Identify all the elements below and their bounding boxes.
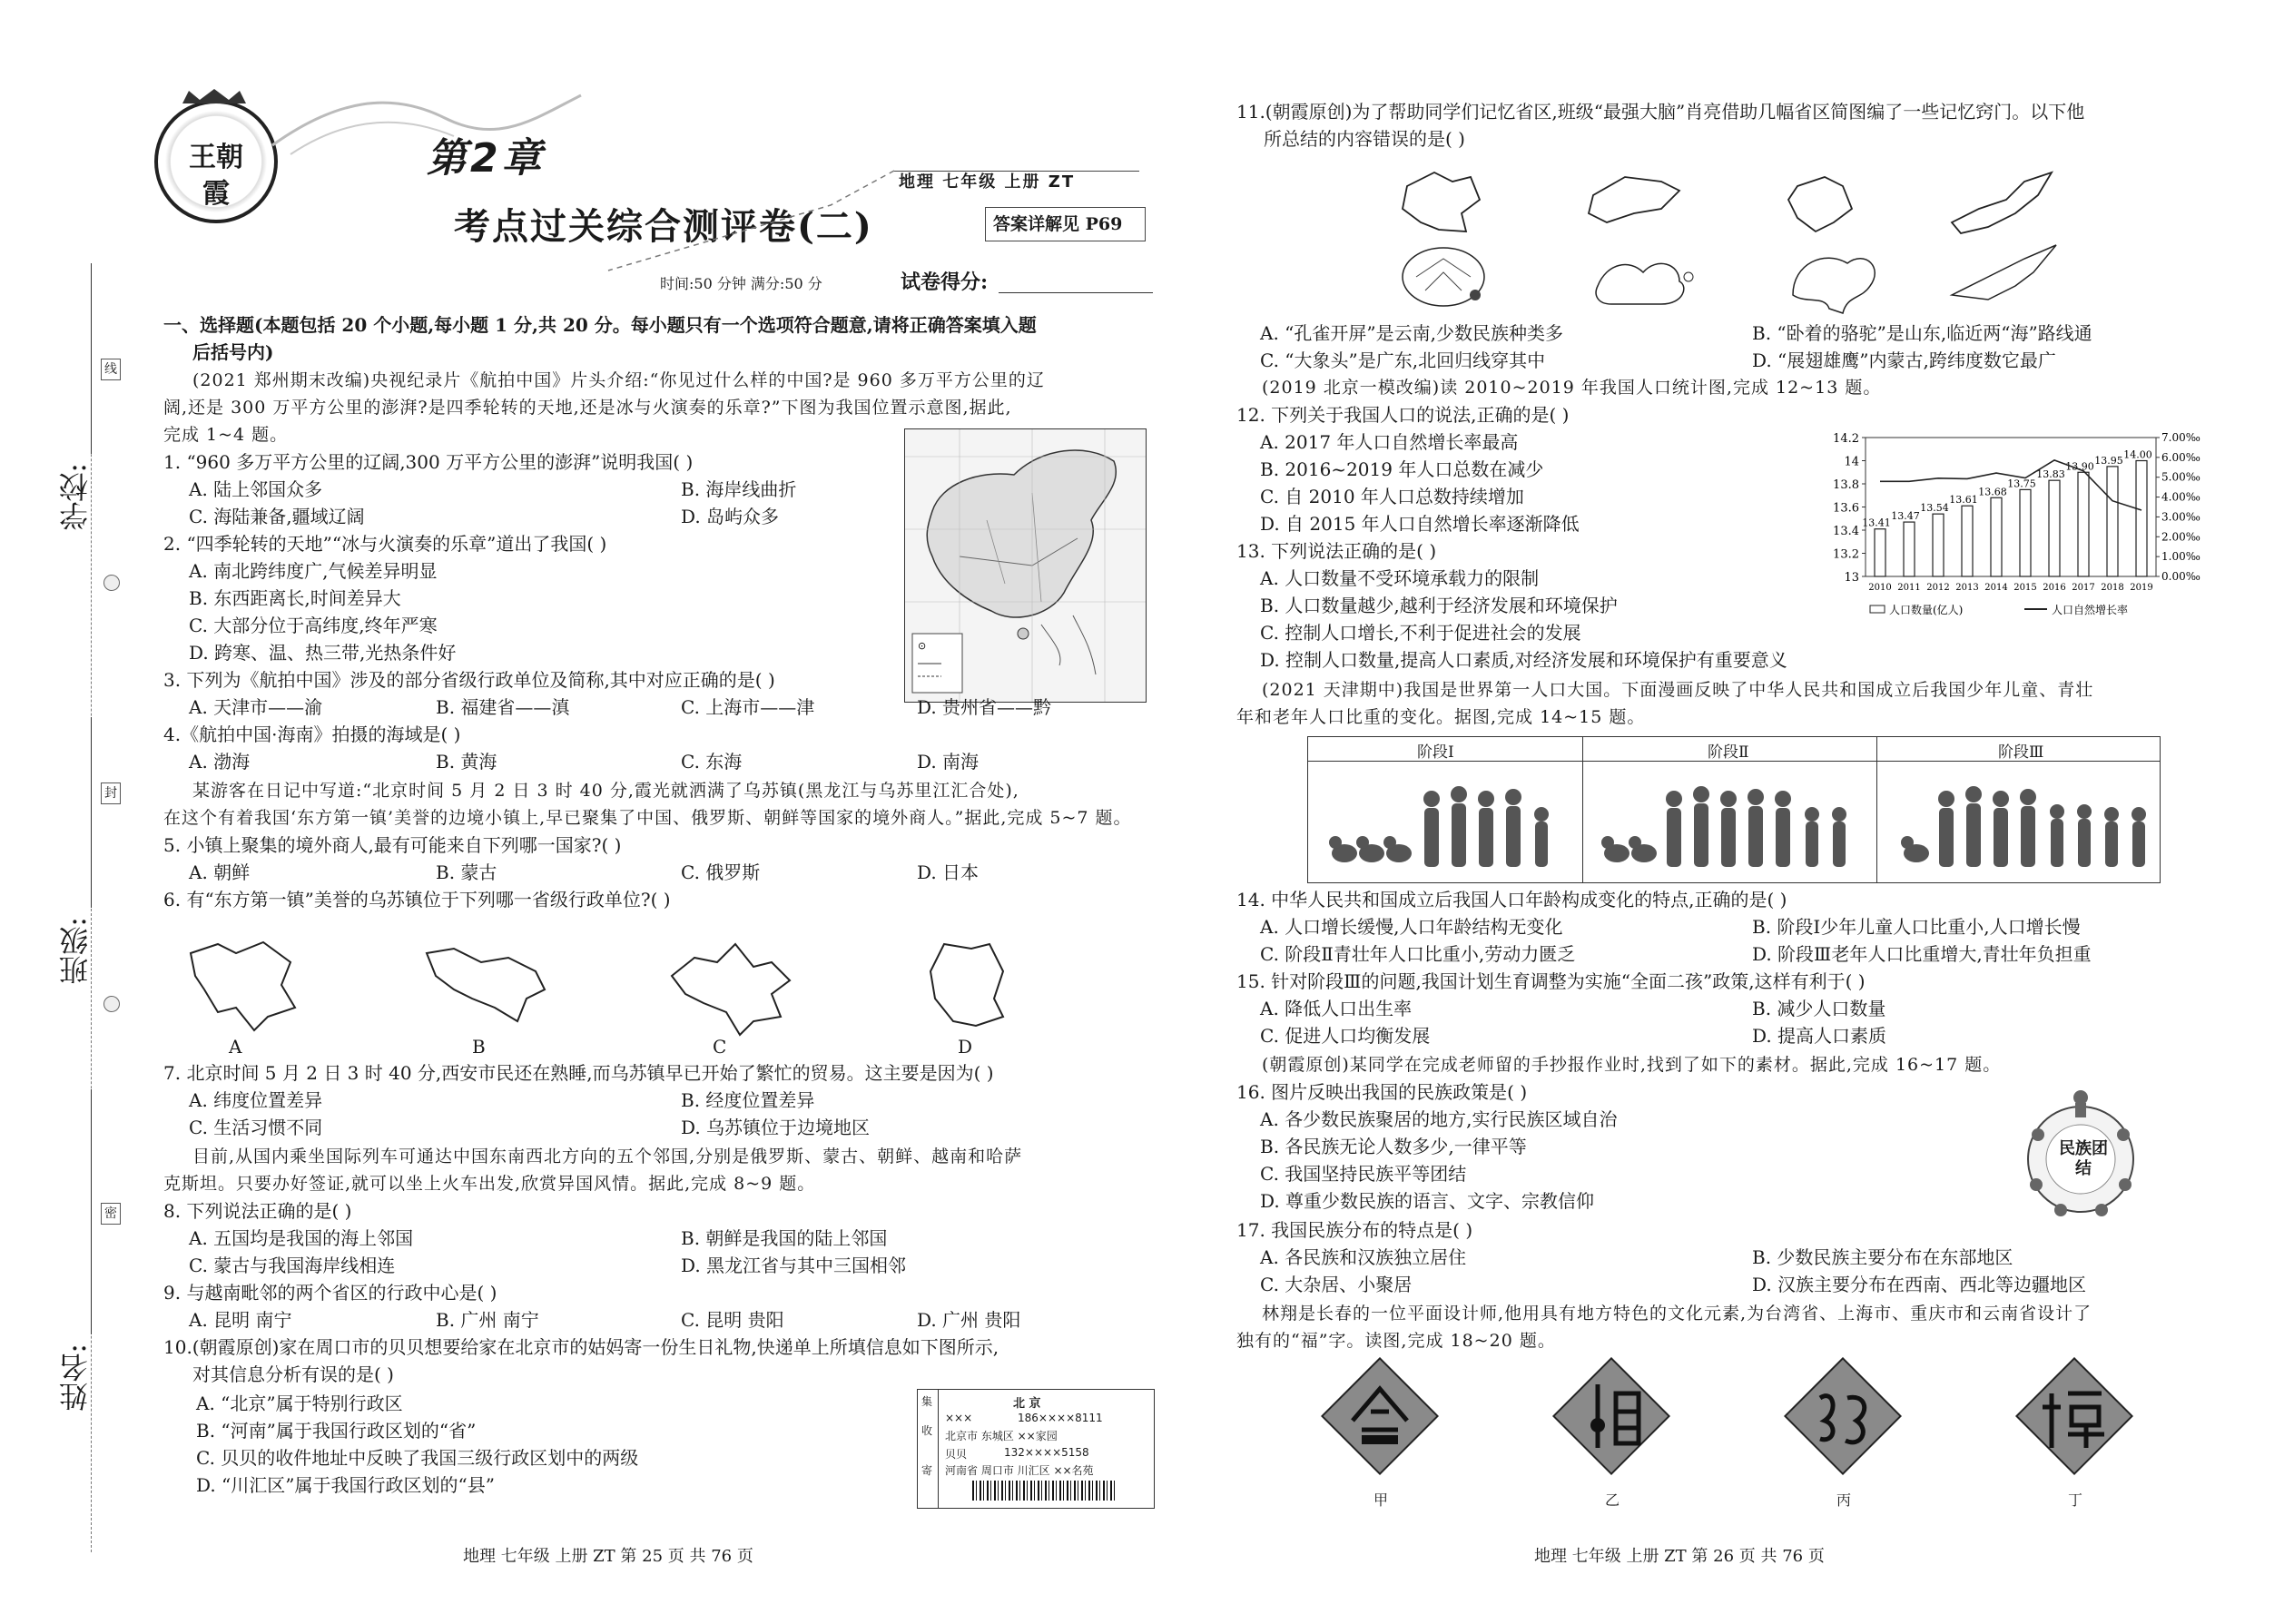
- q8-stem: 8. 下列说法正确的是( ): [163, 1200, 352, 1222]
- express-recipient-phone: 186××××8111: [1018, 1412, 1103, 1424]
- intro-3: 目前,从国内乘坐国际列车可通达中国东南西北方向的五个邻国,分别是俄罗斯、蒙古、朝鲜、越南和哈萨: [192, 1147, 1023, 1166]
- intro-1: 完成 1~4 题。: [163, 425, 289, 445]
- intro-1: (2021 郑州期末改编)央视纪录片《航拍中国》片头介绍:“你见过什么样的中国?是 960 多万平方公里的辽: [192, 370, 1045, 390]
- q5-option-c[interactable]: C. 俄罗斯: [681, 861, 761, 883]
- answer-ref-box: [985, 207, 1146, 241]
- q9-option-d[interactable]: D. 广州 贵阳: [917, 1309, 1021, 1331]
- q15-option-b[interactable]: B. 减少人口数量: [1752, 998, 1886, 1019]
- legend-bar-swatch: [1870, 605, 1885, 613]
- q11-option-d[interactable]: D. “展翅雄鹰”内蒙古,跨纬度数它最广: [1752, 349, 2056, 371]
- camel-icon: [1596, 263, 1693, 304]
- population-silhouettes: [1308, 763, 2160, 881]
- q11-stem-2: 所总结的内容错误的是( ): [1264, 128, 1465, 150]
- time-info: 时间:50 分钟 满分:50 分: [660, 275, 822, 292]
- bar: [1962, 506, 1973, 576]
- x-tick-label: 2019: [2130, 583, 2153, 593]
- q6-option-b[interactable]: B: [472, 1036, 486, 1058]
- barcode: [972, 1481, 1117, 1501]
- population-chart: [1825, 427, 2206, 631]
- q5-option-a[interactable]: A. 朝鲜: [189, 861, 251, 883]
- school-field[interactable]: [91, 263, 92, 454]
- eagle-icon: [1952, 245, 2056, 300]
- bar: [2136, 461, 2147, 577]
- express-sender-address: 河南省 周口市 川汇区 ××名苑: [945, 1464, 1094, 1477]
- q12-option-d[interactable]: D. 自 2015 年人口自然增长率逐渐降低: [1260, 513, 1580, 535]
- q16-option-d[interactable]: D. 尊重少数民族的语言、文字、宗教信仰: [1260, 1190, 1595, 1212]
- q15-option-a[interactable]: A. 降低人口出生率: [1260, 998, 1413, 1019]
- intro-2: 某游客在日记中写道:“北京时间 5 月 2 日 3 时 40 分,霞光就洒满了乌苏镇(黑龙江与乌苏里江汇合处),: [192, 781, 1019, 801]
- q8-option-d[interactable]: D. 黑龙江省与其中三国相邻: [681, 1255, 907, 1276]
- fu-design-jia: [1321, 1357, 1439, 1480]
- q6-option-c[interactable]: C: [713, 1036, 727, 1058]
- q1-option-d[interactable]: D. 岛屿众多: [681, 506, 780, 527]
- q6-option-d[interactable]: D: [958, 1036, 973, 1058]
- school-label: 学校:: [58, 463, 93, 531]
- q6-stem: 6. 有“东方第一镇”美誉的乌苏镇位于下列哪一省级行政单位?( ): [163, 889, 671, 910]
- bar: [1991, 497, 2002, 576]
- q1-option-b[interactable]: B. 海岸线曲折: [681, 478, 797, 500]
- seal-mark: 线: [101, 359, 121, 380]
- class-field[interactable]: [91, 717, 92, 908]
- x-tick-label: 2014: [1984, 583, 2008, 593]
- q7-option-c[interactable]: C. 生活习惯不同: [189, 1117, 323, 1138]
- q17-option-c[interactable]: C. 大杂居、小聚居: [1260, 1274, 1413, 1295]
- express-recipient: ×××: [945, 1412, 973, 1424]
- y-left-tick-label: 14.2: [1833, 432, 1859, 446]
- q10-option-b[interactable]: B. “河南”属于我国行政区划的“省”: [196, 1420, 477, 1442]
- elephant-icon: [1793, 258, 1875, 313]
- q16-option-a[interactable]: A. 各少数民族聚居的地方,实行民族区域自治: [1260, 1108, 1618, 1130]
- score-field[interactable]: [999, 292, 1153, 293]
- q13-option-c[interactable]: C. 控制人口增长,不利于促进社会的发展: [1260, 622, 1581, 644]
- subject-tag: 地理 七年级 上册 ZT: [899, 172, 1076, 192]
- q12-option-a[interactable]: A. 2017 年人口自然增长率最高: [1260, 431, 1519, 453]
- q8-option-c[interactable]: C. 蒙古与我国海岸线相连: [189, 1255, 396, 1276]
- q13-option-d[interactable]: D. 控制人口数量,提高人口素质,对经济发展和环境保护有重要意义: [1260, 649, 1787, 671]
- bar: [1904, 522, 1915, 576]
- bar-value-label: 13.54: [1920, 502, 1949, 515]
- q7-option-d[interactable]: D. 乌苏镇位于边境地区: [681, 1117, 871, 1138]
- intro-6: (朝霞原创)某同学在完成老师留的手抄报作业时,找到了如下的素材。据此,完成 16~17 题。: [1262, 1055, 2002, 1075]
- q2-stem: 2. “四季轮转的天地”“冰与火演奏的乐章”道出了我国( ): [163, 533, 607, 555]
- express-city: 北 京: [1013, 1397, 1041, 1411]
- province-outline-c[interactable]: [663, 930, 799, 1039]
- express-recipient-address: 北京市 东城区 ××家园: [945, 1430, 1058, 1442]
- x-tick-label: 2016: [2043, 583, 2066, 593]
- fu-design-yi: [1552, 1357, 1670, 1480]
- bar-value-label: 13.95: [2094, 454, 2123, 467]
- q9-stem: 9. 与越南毗邻的两个省区的行政中心是( ): [163, 1282, 497, 1304]
- q7-stem: 7. 北京时间 5 月 2 日 3 时 40 分,西安市民还在熟睡,而乌苏镇早已开始了繁忙的贸易。这主要是因为( ): [163, 1062, 994, 1084]
- q10-option-c[interactable]: C. 贝贝的收件地址中反映了我国三级行政区划中的两级: [196, 1447, 639, 1469]
- seal-mark: 密: [101, 1203, 121, 1225]
- y-left-tick-label: 13.8: [1833, 478, 1859, 492]
- q9-option-b[interactable]: B. 广州 南宁: [436, 1309, 539, 1331]
- intro-7: 林翔是长春的一位平面设计师,他用具有地方特色的文化元素,为台湾省、上海市、重庆市和云南省设计了: [1262, 1304, 2092, 1324]
- q12-option-c[interactable]: C. 自 2010 年人口总数持续增加: [1260, 486, 1524, 507]
- province-outline-a[interactable]: [182, 935, 300, 1035]
- q17-stem: 17. 我国民族分布的特点是( ): [1236, 1219, 1473, 1241]
- x-tick-label: 2010: [1868, 583, 1892, 593]
- q13-option-b[interactable]: B. 人口数量越少,越利于经济发展和环境保护: [1260, 595, 1618, 616]
- q3-option-b[interactable]: B. 福建省——滇: [436, 696, 570, 718]
- intro-2: 在这个有着我国‘东方第一镇’美誉的边境小镇上,早已聚集了中国、俄罗斯、朝鲜等国家的境外商人。”据此,完成 5~7 题。: [163, 808, 1132, 828]
- q4-option-a[interactable]: A. 渤海: [189, 751, 251, 773]
- province-outline-d[interactable]: [917, 935, 1017, 1035]
- china-location-map: [904, 428, 1147, 703]
- intro-7: 独有的“福”字。读图,完成 18~20 题。: [1236, 1331, 1556, 1351]
- q17-option-d[interactable]: D. 汉族主要分布在西南、西北等边疆地区: [1752, 1274, 2087, 1295]
- q14-option-a[interactable]: A. 人口增长缓慢,人口年龄结构无变化: [1260, 916, 1563, 938]
- q6-option-a[interactable]: A: [229, 1036, 242, 1058]
- x-tick-label: 2018: [2101, 583, 2124, 593]
- q2-option-a[interactable]: A. 南北跨纬度广,气候差异明显: [189, 560, 438, 582]
- section-title-2: 后括号内): [192, 341, 274, 363]
- left-footer: 地理 七年级 上册 ZT 第 25 页 共 76 页: [463, 1547, 753, 1566]
- intro-3: 克斯坦。只要办好签证,就可以坐上火车出发,欣赏异国风情。据此,完成 8~9 题。: [163, 1174, 816, 1194]
- q15-option-c[interactable]: C. 促进人口均衡发展: [1260, 1025, 1431, 1047]
- y-right-tick-label: 4.00‰: [2161, 490, 2200, 504]
- q8-option-a[interactable]: A. 五国均是我国的海上邻国: [189, 1227, 414, 1249]
- y-right-tick-label: 6.00‰: [2161, 450, 2200, 464]
- y-right-tick-label: 5.00‰: [2161, 470, 2200, 484]
- q16-stem: 16. 图片反映出我国的民族政策是( ): [1236, 1081, 1528, 1103]
- y-left-tick-label: 13.6: [1833, 501, 1859, 516]
- svg-text:⊙: ⊙: [918, 640, 927, 652]
- q11-option-b[interactable]: B. “卧着的骆驼”是山东,临近两“海”路线通: [1752, 322, 2092, 344]
- q3-option-c[interactable]: C. 上海市——津: [681, 696, 815, 718]
- express-sender: 贝贝: [945, 1448, 968, 1461]
- q11-option-a[interactable]: A. “孔雀开屏”是云南,少数民族种类多: [1260, 322, 1563, 344]
- q4-option-b[interactable]: B. 黄海: [436, 751, 497, 773]
- stage-1-label: 阶段Ⅰ: [1417, 743, 1454, 762]
- fu-label-jia: 甲: [1373, 1491, 1389, 1509]
- ethnic-unity-image: [2020, 1085, 2142, 1221]
- q10-option-d[interactable]: D. “川汇区”属于我国行政区划的“县”: [196, 1474, 495, 1496]
- stage-3-people: [1901, 786, 2146, 867]
- x-tick-label: 2017: [2072, 583, 2095, 593]
- q13-stem: 13. 下列说法正确的是( ): [1236, 540, 1437, 562]
- q7-option-a[interactable]: A. 纬度位置差异: [189, 1089, 323, 1111]
- name-label: 姓名:: [58, 1343, 93, 1412]
- q10-option-a[interactable]: A. “北京”属于特别行政区: [196, 1393, 403, 1414]
- stage-2-label: 阶段Ⅱ: [1708, 743, 1749, 762]
- q2-option-b[interactable]: B. 东西距离长,时间差异大: [189, 587, 401, 609]
- q3-option-d[interactable]: D. 贵州省——黔: [917, 696, 1052, 718]
- q15-option-d[interactable]: D. 提高人口素质: [1752, 1025, 1887, 1047]
- q2-option-d[interactable]: D. 跨寒、温、热三带,光热条件好: [189, 642, 457, 664]
- bar-value-label: 13.83: [2036, 468, 2065, 481]
- legend-rate-label: 人口自然增长率: [2052, 604, 2129, 616]
- q1-option-c[interactable]: C. 海陆兼备,疆域辽阔: [189, 506, 365, 527]
- y-right-tick-label: 1.00‰: [2161, 550, 2200, 564]
- q17-option-b[interactable]: B. 少数民族主要分布在东部地区: [1752, 1246, 2013, 1268]
- q3-option-a[interactable]: A. 天津市——渝: [189, 696, 323, 718]
- legend-population-label: 人口数量(亿人): [1889, 604, 1964, 616]
- province-shapes-row: [1389, 159, 2224, 322]
- q17-option-a[interactable]: A. 各民族和汉族独立居住: [1260, 1246, 1467, 1268]
- bar-value-label: 13.90: [2065, 460, 2094, 473]
- answer-ref: 答案详解见 P69: [993, 214, 1123, 234]
- bar: [2049, 480, 2060, 576]
- q14-option-b[interactable]: B. 阶段Ⅰ少年儿童人口比重小,人口增长慢: [1752, 916, 2081, 938]
- right-footer: 地理 七年级 上册 ZT 第 26 页 共 76 页: [1534, 1547, 1825, 1566]
- bar-value-label: 14.00: [2123, 448, 2152, 461]
- express-tag: 寄: [921, 1464, 933, 1477]
- chapter-title: 第2章: [427, 135, 546, 182]
- binding-hole: [103, 996, 120, 1012]
- q16-option-b[interactable]: B. 各民族无论人数多少,一律平等: [1260, 1136, 1527, 1157]
- stage-1-people: [1329, 786, 1549, 867]
- q4-option-d[interactable]: D. 南海: [917, 751, 980, 773]
- q16-option-c[interactable]: C. 我国坚持民族平等团结: [1260, 1163, 1467, 1185]
- q14-option-d[interactable]: D. 阶段Ⅲ老年人口比重增大,青壮年负担重: [1752, 943, 2092, 965]
- name-field[interactable]: [91, 1089, 92, 1334]
- logo-seal: [154, 100, 278, 223]
- intro-4: (2019 北京一模改编)读 2010~2019 年我国人口统计图,完成 12~13 题。: [1262, 378, 1882, 398]
- stage-2-people: [1601, 786, 1846, 867]
- q13-option-a[interactable]: A. 人口数量不受环境承载力的限制: [1260, 567, 1540, 589]
- bar: [2078, 472, 2089, 576]
- paper-title: 考点过关综合测评卷(二): [454, 205, 873, 248]
- dashed-connector: [599, 169, 899, 278]
- q1-stem: 1. “960 多万平方公里的辽阔,300 万平方公里的澎湃”说明我国( ): [163, 451, 694, 473]
- binding-hole: [103, 575, 120, 591]
- q12-stem: 12. 下列关于我国人口的说法,正确的是( ): [1236, 404, 1570, 426]
- q1-option-a[interactable]: A. 陆上邻国众多: [189, 478, 323, 500]
- seal-mark: 封: [101, 782, 121, 804]
- q11-stem: 11.(朝霞原创)为了帮助同学们记忆省区,班级“最强大脑”肖亮借助几幅省区简图编了一些记忆窍门。以下他: [1236, 101, 2085, 123]
- score-label: 试卷得分:: [901, 271, 989, 294]
- y-left-tick-label: 13: [1844, 571, 1859, 585]
- q9-option-a[interactable]: A. 昆明 南宁: [189, 1309, 292, 1331]
- stage-3-label: 阶段Ⅲ: [1998, 743, 2044, 762]
- province-outline-b[interactable]: [418, 935, 554, 1035]
- y-right-tick-label: 0.00‰: [2161, 570, 2200, 583]
- bar: [2020, 489, 2031, 576]
- bar: [2107, 467, 2118, 576]
- y-right-tick-label: 7.00‰: [2161, 431, 2200, 444]
- bar-value-label: 13.41: [1862, 517, 1891, 529]
- fu-label-ding: 丁: [2068, 1491, 2083, 1509]
- express-sender-phone: 132××××5158: [1004, 1446, 1089, 1459]
- fu-design-bing: [1784, 1357, 1902, 1480]
- bar-value-label: 13.75: [2007, 477, 2036, 490]
- stages-figure: [1307, 736, 2161, 883]
- x-tick-label: 2012: [1926, 583, 1950, 593]
- intro-1: 阔,还是 300 万平方公里的澎湃?是四季轮转的天地,还是冰与火演奏的乐章?”下图为我国位置示意图,据此,: [163, 398, 1012, 418]
- x-tick-label: 2015: [2013, 583, 2037, 593]
- q5-option-b[interactable]: B. 蒙古: [436, 861, 497, 883]
- express-tag: 收: [921, 1424, 933, 1437]
- bar: [1933, 514, 1944, 576]
- bar-value-label: 13.68: [1978, 486, 2007, 498]
- q5-option-d[interactable]: D. 日本: [917, 861, 980, 883]
- fu-label-bing: 丙: [1836, 1491, 1852, 1509]
- y-right-tick-label: 3.00‰: [2161, 510, 2200, 524]
- fu-label-yi: 乙: [1605, 1491, 1620, 1509]
- logo-text: 王朝霞: [189, 142, 243, 210]
- q10-stem: 10.(朝霞原创)家在周口市的贝贝想要给家在北京市的姑妈寄一份生日礼物,快递单上所填信息如下图所示,: [163, 1336, 999, 1358]
- q8-option-b[interactable]: B. 朝鲜是我国的陆上邻国: [681, 1227, 888, 1249]
- express-slip: [917, 1389, 1155, 1509]
- q15-stem: 15. 针对阶段Ⅲ的问题,我国计划生育调整为实施“全面二孩”政策,这样有利于( ): [1236, 970, 1866, 992]
- y-right-tick-label: 2.00‰: [2161, 530, 2200, 544]
- unity-text: 民族团结: [2059, 1139, 2108, 1178]
- q4-stem: 4.《航拍中国·海南》拍摄的海域是( ): [163, 723, 461, 745]
- intro-5: (2021 天津期中)我国是世界第一人口大国。下面漫画反映了中华人民共和国成立后我国少年儿童、青壮: [1262, 680, 2094, 700]
- bar: [1875, 529, 1885, 576]
- crown-icon: [178, 87, 251, 105]
- q2-option-c[interactable]: C. 大部分位于高纬度,终年严寒: [189, 615, 438, 636]
- q12-option-b[interactable]: B. 2016~2019 年人口总数在减少: [1260, 458, 1544, 480]
- fu-design-ding: [2015, 1357, 2133, 1480]
- bar-value-label: 13.61: [1949, 494, 1978, 507]
- y-left-tick-label: 13.2: [1833, 547, 1859, 562]
- q5-stem: 5. 小镇上聚集的境外商人,最有可能来自下列哪一国家?( ): [163, 834, 622, 856]
- y-left-tick-label: 14: [1844, 455, 1859, 469]
- y-left-tick-label: 13.4: [1833, 525, 1859, 538]
- q9-option-c[interactable]: C. 昆明 贵阳: [681, 1309, 784, 1331]
- q11-option-c[interactable]: C. “大象头”是广东,北回归线穿其中: [1260, 349, 1546, 371]
- q14-stem: 14. 中华人民共和国成立后我国人口年龄构成变化的特点,正确的是( ): [1236, 889, 1787, 910]
- q4-option-c[interactable]: C. 东海: [681, 751, 743, 773]
- express-tag: 集: [921, 1395, 933, 1408]
- x-tick-label: 2011: [1897, 583, 1921, 593]
- peacock-icon: [1403, 248, 1484, 306]
- q10-stem-2: 对其信息分析有误的是( ): [192, 1363, 394, 1385]
- q3-stem: 3. 下列为《航拍中国》涉及的部分省级行政单位及简称,其中对应正确的是( ): [163, 669, 775, 691]
- q14-option-c[interactable]: C. 阶段Ⅱ青壮年人口比重小,劳动力匮乏: [1260, 943, 1576, 965]
- bar-value-label: 13.47: [1891, 510, 1920, 523]
- section-title: 一、选择题(本题包括 20 个小题,每小题 1 分,共 20 分。每小题只有一个选项符合题意,请将正确答案填入题: [163, 314, 1037, 336]
- intro-5: 年和老年人口比重的变化。据图,完成 14~15 题。: [1236, 707, 1646, 727]
- q7-option-b[interactable]: B. 经度位置差异: [681, 1089, 815, 1111]
- class-label: 班级:: [58, 917, 93, 985]
- x-tick-label: 2013: [1955, 583, 1979, 593]
